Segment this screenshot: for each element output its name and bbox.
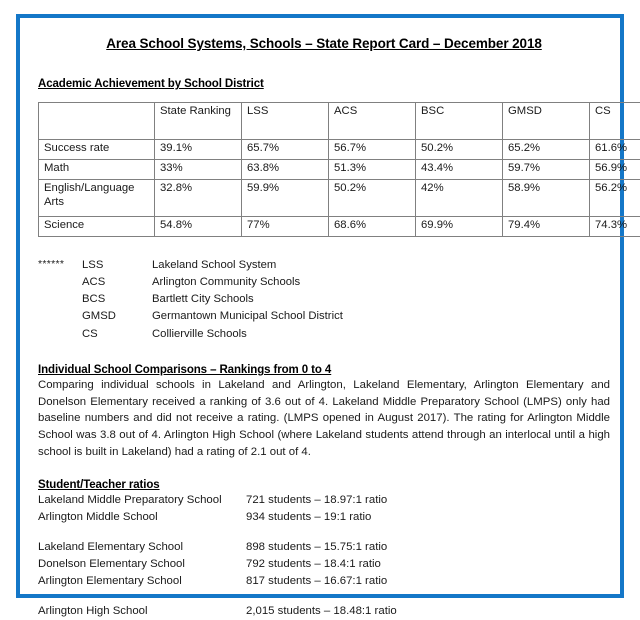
section-heading-individual-school-comparisons: Individual School Comparisons – Rankings from 0 to 4 xyxy=(38,364,610,376)
page-title: Area School Systems, Schools – State Report Card – December 2018 xyxy=(38,36,610,51)
cell-ela-state: 32.8% xyxy=(155,180,242,217)
legend-spacer xyxy=(38,274,82,291)
legend-asterisk-marker: ****** xyxy=(38,257,82,274)
table-header xyxy=(39,103,640,140)
list-item xyxy=(38,603,610,620)
cell-ela-cs: 56.2% xyxy=(590,180,640,217)
legend-item-gmsd xyxy=(38,308,610,325)
abbreviation-legend xyxy=(38,257,610,343)
legend-item-bcs xyxy=(38,291,610,308)
cell-success-rate-acs: 56.7% xyxy=(329,140,416,160)
cell-success-rate-lss: 65.7% xyxy=(242,140,329,160)
cell-math-bsc: 43.4% xyxy=(416,160,503,180)
cell-ela-acs: 50.2% xyxy=(329,180,416,217)
cell-success-rate-cs: 61.6% xyxy=(590,140,640,160)
document-content xyxy=(38,28,610,620)
list-group-spacer xyxy=(38,590,610,603)
legend-abbr-bcs: BCS xyxy=(82,291,152,308)
list-item xyxy=(38,539,610,556)
cell-math-state: 33% xyxy=(155,160,242,180)
ratio-school-donelson-elementary: Donelson Elementary School xyxy=(38,556,246,573)
table-body xyxy=(39,140,640,237)
cell-science-state: 54.8% xyxy=(155,217,242,237)
table-col-header-acs: ACS xyxy=(329,103,416,140)
list-group-spacer xyxy=(38,526,610,539)
list-item xyxy=(38,556,610,573)
legend-item-acs xyxy=(38,274,610,291)
table-col-header-state-ranking: State Ranking xyxy=(155,103,242,140)
student-teacher-ratio-list xyxy=(38,492,610,620)
legend-abbr-lss: LSS xyxy=(82,257,152,274)
ratio-value-arlington-elementary: 817 students – 16.67:1 ratio xyxy=(246,573,610,590)
document-frame xyxy=(16,14,624,598)
legend-desc-cs: Collierville Schools xyxy=(152,326,610,343)
list-item xyxy=(38,509,610,526)
ratio-value-lakeland-middle-prep: 721 students – 18.97:1 ratio xyxy=(246,492,610,509)
table-col-header-lss: LSS xyxy=(242,103,329,140)
cell-science-gmsd: 79.4% xyxy=(503,217,590,237)
academic-achievement-table xyxy=(38,102,640,237)
cell-math-cs: 56.9% xyxy=(590,160,640,180)
row-label-math: Math xyxy=(39,160,155,180)
ratio-school-arlington-middle: Arlington Middle School xyxy=(38,509,246,526)
table-col-header-gmsd: GMSD xyxy=(503,103,590,140)
legend-item-cs xyxy=(38,326,610,343)
cell-math-gmsd: 59.7% xyxy=(503,160,590,180)
cell-ela-gmsd: 58.9% xyxy=(503,180,590,217)
legend-desc-acs: Arlington Community Schools xyxy=(152,274,610,291)
cell-math-lss: 63.8% xyxy=(242,160,329,180)
row-label-success-rate: Success rate xyxy=(39,140,155,160)
legend-abbr-gmsd: GMSD xyxy=(82,308,152,325)
ratio-value-arlington-high: 2,015 students – 18.48:1 ratio xyxy=(246,603,610,620)
comparisons-paragraph: Comparing individual schools in Lakeland and Arlington, Lakeland Elementary, Arlington Elementary and Donelson Elementary received a ranking of 3.6 out of 4. Lakeland Middle Preparatory School (LMPS) only had baseline numbers and did not receive a rating. (LMPS opened in August 2017). The rating for Arlington Middle School was 3.8 out of 4. Arlington High School (where Lakeland students attend through an interlocal until a high school is built in Lakeland) had a rating of 2.1 out of 4. xyxy=(38,377,610,461)
table-row xyxy=(39,140,640,160)
legend-spacer xyxy=(38,326,82,343)
cell-science-cs: 74.3% xyxy=(590,217,640,237)
legend-item-lss xyxy=(38,257,610,274)
table-row xyxy=(39,180,640,217)
table-row xyxy=(39,160,640,180)
section-heading-academic-achievement: Academic Achievement by School District xyxy=(38,78,610,90)
row-label-english-language-arts: English/Language Arts xyxy=(39,180,155,217)
list-item xyxy=(38,492,610,509)
legend-abbr-acs: ACS xyxy=(82,274,152,291)
ratio-school-lakeland-middle-prep: Lakeland Middle Preparatory School xyxy=(38,492,246,509)
table-col-header-cs: CS xyxy=(590,103,640,140)
legend-spacer xyxy=(38,308,82,325)
ratio-value-lakeland-elementary: 898 students – 15.75:1 ratio xyxy=(246,539,610,556)
ratio-value-arlington-middle: 934 students – 19:1 ratio xyxy=(246,509,610,526)
legend-spacer xyxy=(38,291,82,308)
ratio-value-donelson-elementary: 792 students – 18.4:1 ratio xyxy=(246,556,610,573)
row-label-science: Science xyxy=(39,217,155,237)
ratio-school-arlington-elementary: Arlington Elementary School xyxy=(38,573,246,590)
cell-ela-lss: 59.9% xyxy=(242,180,329,217)
table-row xyxy=(39,217,640,237)
table-col-header-bsc: BSC xyxy=(416,103,503,140)
cell-science-lss: 77% xyxy=(242,217,329,237)
cell-ela-bsc: 42% xyxy=(416,180,503,217)
table-header-row xyxy=(39,103,640,140)
cell-science-bsc: 69.9% xyxy=(416,217,503,237)
legend-desc-gmsd: Germantown Municipal School District xyxy=(152,308,610,325)
cell-success-rate-bsc: 50.2% xyxy=(416,140,503,160)
table-corner-cell xyxy=(39,103,155,140)
ratio-school-arlington-high: Arlington High School xyxy=(38,603,246,620)
legend-abbr-cs: CS xyxy=(82,326,152,343)
cell-math-acs: 51.3% xyxy=(329,160,416,180)
cell-success-rate-state: 39.1% xyxy=(155,140,242,160)
legend-desc-lss: Lakeland School System xyxy=(152,257,610,274)
legend-desc-bcs: Bartlett City Schools xyxy=(152,291,610,308)
ratio-school-lakeland-elementary: Lakeland Elementary School xyxy=(38,539,246,556)
cell-success-rate-gmsd: 65.2% xyxy=(503,140,590,160)
section-heading-student-teacher-ratios: Student/Teacher ratios xyxy=(38,479,610,491)
list-item xyxy=(38,573,610,590)
cell-science-acs: 68.6% xyxy=(329,217,416,237)
